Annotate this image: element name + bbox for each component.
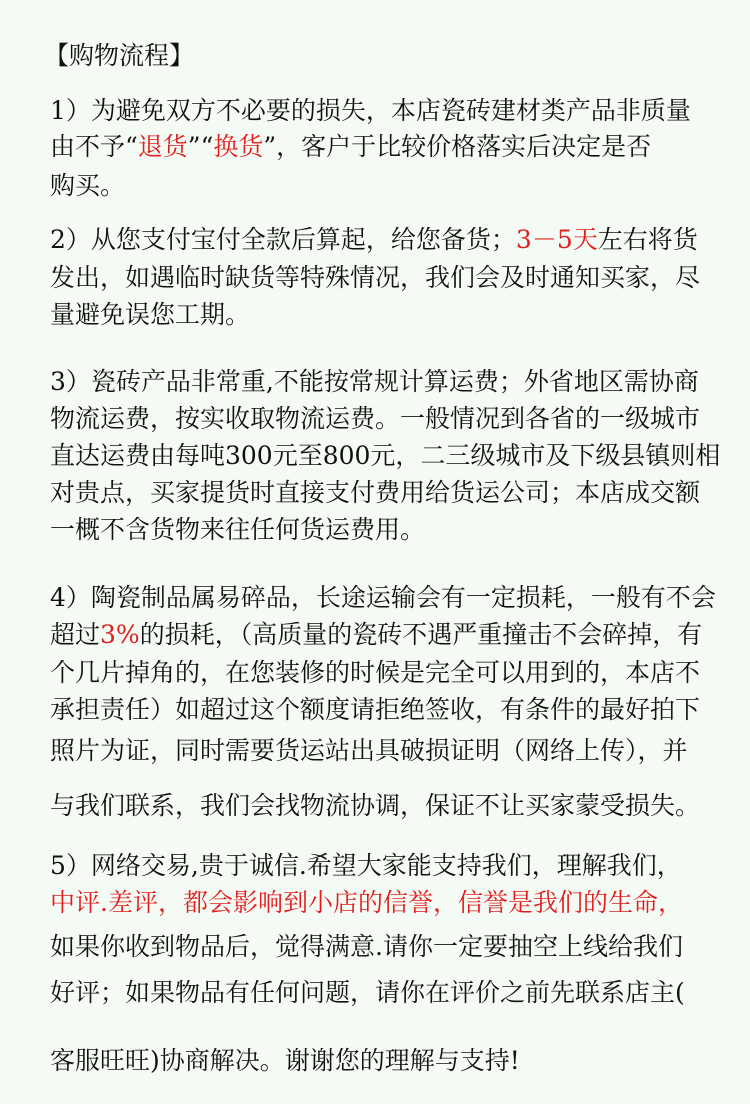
- p2-line-1-text-a: 2）从您支付宝付全款后算起，给您备货；: [50, 225, 516, 254]
- p2-line-2: 发出，如遇临时缺货等特殊情况，我们会及时通知买家，尽: [50, 263, 701, 292]
- p3-line-4: 对贵点，买家提货时直接支付费用给货运公司；本店成交额: [50, 478, 701, 507]
- p2-line-1: [50, 224, 740, 256]
- p2-line-1-text-b: 左右将货: [597, 225, 698, 254]
- p5-line-5: 客服旺旺)协商解决。谢谢您的理解与支持!: [50, 1046, 520, 1075]
- p3-line-2: 物流运费，按实收取物流运费。一般情况到各省的一级城市: [50, 404, 701, 433]
- p4-highlight-percent: 3%: [100, 620, 140, 649]
- p1-line-3: 购买。: [50, 171, 126, 200]
- p5-line-1: 5）网络交易,贵于诚信.希望大家能支持我们，理解我们，: [50, 851, 682, 880]
- p1-highlight-exchange: 换货: [213, 132, 264, 161]
- p1-highlight-return: 退货: [137, 132, 188, 161]
- p4-line-6: 与我们联系，我们会找物流协调，保证不让买家蒙受损失。: [50, 791, 701, 820]
- p5-highlight-line: 中评.差评，都会影响到小店的信誉，信誉是我们的生命，: [50, 888, 683, 917]
- p4-line-5: 照片为证，同时需要货运站出具破损证明（网络上传），并: [50, 736, 688, 765]
- p2-highlight-days: 3－5天: [515, 225, 598, 254]
- p5-line-4: 好评；如果物品有任何问题，请你在评价之前先联系店主(: [50, 978, 685, 1007]
- p4-line-2-text-b: 的损耗，（高质量的瓷砖不遇严重撞击不会碎掉，有: [139, 620, 703, 649]
- p2-line-3: 量避免误您工期。: [50, 300, 251, 329]
- p3-line-5: 一概不含货物来往任何货运费用。: [50, 515, 426, 544]
- p3-line-1: 3）瓷砖产品非常重,不能按常规计算运费；外省地区需协商: [50, 367, 699, 396]
- p3-line-3: 直达运费由每吨300元至800元，二三级城市及下级县镇则相: [50, 441, 721, 470]
- p4-line-2-text-a: 超过: [50, 620, 101, 649]
- p4-line-2: [50, 619, 740, 651]
- p4-line-3: 个几片掉角的，在您装修的时候是完全可以用到的，本店不: [50, 658, 701, 687]
- p1-line-1: 1）为避免双方不必要的损失，本店瓷砖建材类产品非质量: [50, 96, 691, 125]
- p4-line-1: 4）陶瓷制品属易碎品，长途运输会有一定损耗，一般有不会: [50, 583, 716, 612]
- p1-line-2-text-c: ”，客户于比较价格落实后决定是否: [263, 132, 652, 161]
- p1-line-2: [50, 131, 740, 163]
- p5-line-3: 如果你收到物品后，觉得满意.请你一定要抽空上线给我们: [50, 932, 683, 961]
- p4-line-4: 承担责任）如超过这个额度请拒绝签收，有条件的最好拍下: [50, 695, 701, 724]
- p1-line-2-text-b: ”“: [187, 132, 214, 161]
- p1-line-2-text-a: 由不予“: [50, 132, 138, 161]
- section-title: 【购物流程】: [44, 41, 195, 70]
